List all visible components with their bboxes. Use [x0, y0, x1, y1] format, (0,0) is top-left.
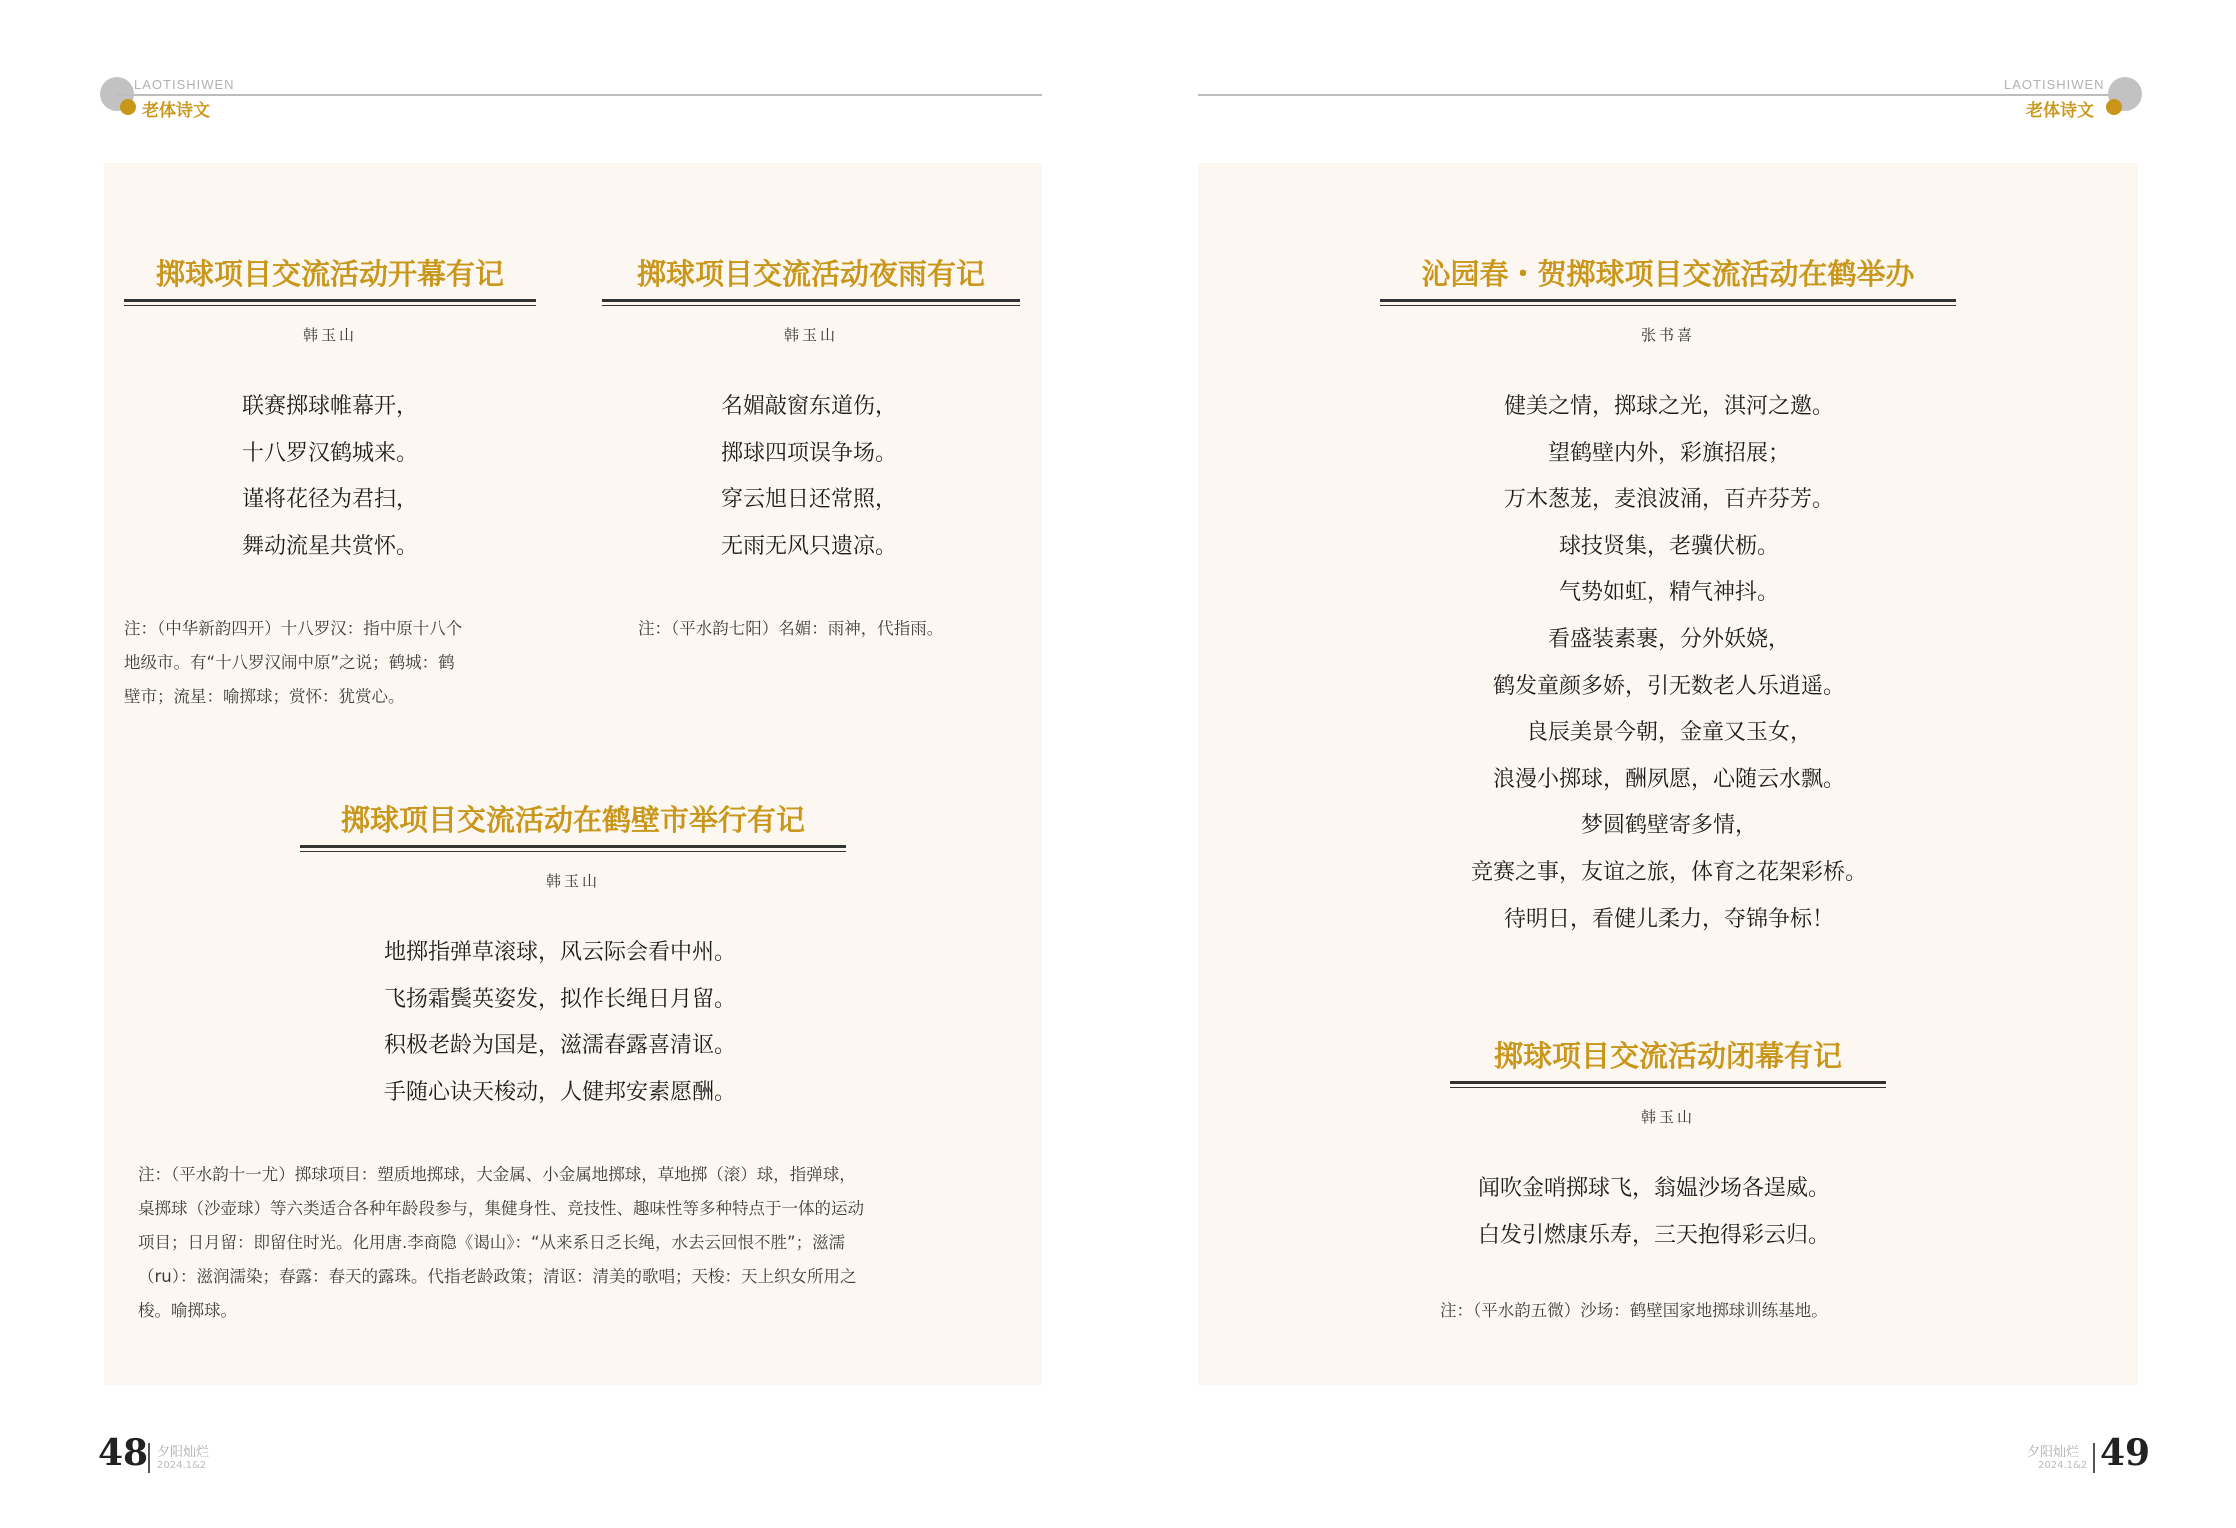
- header-dot-icon: [2106, 99, 2122, 115]
- poem-line: 掷球四项误争场。: [721, 440, 898, 466]
- poem-title: 掷球项目交流活动闭幕有记: [1493, 1039, 1842, 1073]
- issue-date: 2024.1&2: [2038, 1460, 2088, 1471]
- note-line: 梭。喻掷球。: [138, 1301, 237, 1320]
- poem-lines: [384, 930, 736, 1116]
- magazine-title: 夕阳灿烂: [2027, 1445, 2080, 1460]
- poem-line: 白发引燃康乐寿，三天抱得彩云归。: [1478, 1222, 1831, 1248]
- poem-line: 积极老龄为国是，滋濡春露喜清讴。: [384, 1033, 737, 1059]
- poem-lines: [721, 384, 897, 570]
- poem-line: 看盛装素裹，分外妖娆，: [1547, 626, 1790, 652]
- poem-line: 健美之情，掷球之光，淇河之邀。: [1503, 394, 1834, 419]
- note-line: （ru）：滋润濡染；春露：春天的露珠。代指老龄政策；清讴：清美的歌唱；天梭：天上织女所用之: [138, 1267, 857, 1286]
- poem-line: 穿云旭日还常照，: [721, 487, 898, 513]
- note-line: 壁市；流星：喻掷球；赏怀：犹赏心。: [124, 687, 405, 706]
- page-number: 49: [2100, 1432, 2151, 1474]
- magazine-title: 夕阳灿烂: [157, 1445, 210, 1460]
- poem-line: 名媚敲窗东道伤，: [721, 394, 898, 419]
- header-dot-icon: [120, 99, 136, 115]
- poem-line: 无雨无风只遗凉。: [721, 533, 898, 559]
- header-en-label: LAOTISHIWEN: [2004, 77, 2105, 92]
- poem-lines: [242, 384, 418, 570]
- header-divider: [1198, 94, 2124, 96]
- title-rule: [602, 299, 1020, 306]
- poem-line: 谨将花径为君扫，: [242, 487, 419, 513]
- poem-line: 望鹤壁内外，彩旗招展；: [1547, 440, 1790, 466]
- poem-author: 张书喜: [1640, 326, 1695, 344]
- header-divider: [117, 94, 1042, 96]
- poem-line: 浪漫小掷球，酬夙愿，心随云水飘。: [1492, 766, 1845, 792]
- note-line: 注：（中华新韵四开）十八罗汉：指中原十八个: [124, 619, 463, 638]
- poem-line: 竞赛之事，友谊之旅，体育之花架彩桥。: [1470, 859, 1867, 885]
- poem-author: 韩玉山: [302, 326, 357, 344]
- poem-line: 联赛掷球帷幕开，: [242, 394, 419, 419]
- note-line: 注：（平水韵五微）沙场：鹤壁国家地掷球训练基地。: [1440, 1301, 1828, 1320]
- poem-line: 良辰美景今朝，金童又玉女，: [1525, 720, 1812, 746]
- poem-line: 万木葱茏，麦浪波涌，百卉芬芳。: [1503, 487, 1834, 513]
- poem-note: [124, 612, 554, 714]
- poem-line: 地掷指弹草滚球，风云际会看中州。: [384, 940, 737, 965]
- poem-note: [1440, 1294, 1960, 1328]
- section-title: 老体诗文: [142, 101, 210, 121]
- section-title: 老体诗文: [2026, 101, 2094, 121]
- poem-title: 掷球项目交流活动开幕有记: [155, 257, 504, 291]
- poem-author: 韩玉山: [545, 872, 600, 890]
- page-number: 48: [98, 1432, 149, 1474]
- poem-author: 韩玉山: [783, 326, 838, 344]
- note-line: 注：（平水韵十一尤）掷球项目：塑质地掷球，大金属、小金属地掷球，草地掷（滚）球，指弹球，: [138, 1165, 856, 1184]
- poem-line: 气势如虹，精气神抖。: [1558, 580, 1779, 606]
- poem-line: 梦圆鹤壁寄多情，: [1580, 813, 1757, 839]
- note-line: 地级市。有“十八罗汉闹中原”之说；鹤城：鹤: [124, 653, 455, 672]
- poem-note: [138, 1158, 1018, 1328]
- poem-title: 掷球项目交流活动夜雨有记: [636, 257, 985, 291]
- poem-line: 闻吹金哨掷球飞，翁媪沙场各逞威。: [1478, 1176, 1831, 1201]
- poem-line: 飞扬霜鬓英姿发，拟作长绳日月留。: [384, 986, 737, 1012]
- poem-title: 掷球项目交流活动在鹤壁市举行有记: [340, 803, 805, 837]
- title-rule: [300, 845, 846, 852]
- poem-line: 手随心诀天梭动，人健邦安素愿酬。: [384, 1079, 737, 1105]
- title-rule: [124, 299, 536, 306]
- poem-lines: [1367, 384, 1971, 943]
- note-line: 项目；日月留：即留住时光。化用唐.李商隐《谒山》：“从来系日乏长绳，水去云回恨不胜”；滋濡: [138, 1233, 846, 1252]
- poem-line: 待明日，看健儿柔力，夺锦争标！: [1503, 906, 1834, 932]
- title-rule: [1380, 299, 1956, 306]
- poem-line: 舞动流星共赏怀。: [242, 533, 419, 559]
- title-rule: [1450, 1081, 1886, 1088]
- poem-author: 韩玉山: [1640, 1108, 1695, 1126]
- poem-title: 沁园春・贺掷球项目交流活动在鹤举办: [1421, 257, 1915, 291]
- note-line: 注：（平水韵七阳）名媚：雨神，代指雨。: [638, 619, 944, 638]
- poem-lines: [1478, 1166, 1830, 1259]
- poem-line: 球技贤集，老骥伏枥。: [1558, 533, 1779, 559]
- poem-note: [638, 612, 1018, 646]
- header-en-label: LAOTISHIWEN: [134, 77, 235, 92]
- note-line: 桌掷球（沙壶球）等六类适合各种年龄段参与，集健身性、竞技性、趣味性等多种特点于一体的运动: [138, 1199, 864, 1218]
- poem-line: 鹤发童颜多娇，引无数老人乐逍遥。: [1492, 673, 1845, 699]
- footer-divider: [2093, 1443, 2095, 1473]
- footer-divider: [148, 1443, 150, 1473]
- poem-line: 十八罗汉鹤城来。: [242, 440, 419, 466]
- issue-date: 2024.1&2: [157, 1460, 207, 1471]
